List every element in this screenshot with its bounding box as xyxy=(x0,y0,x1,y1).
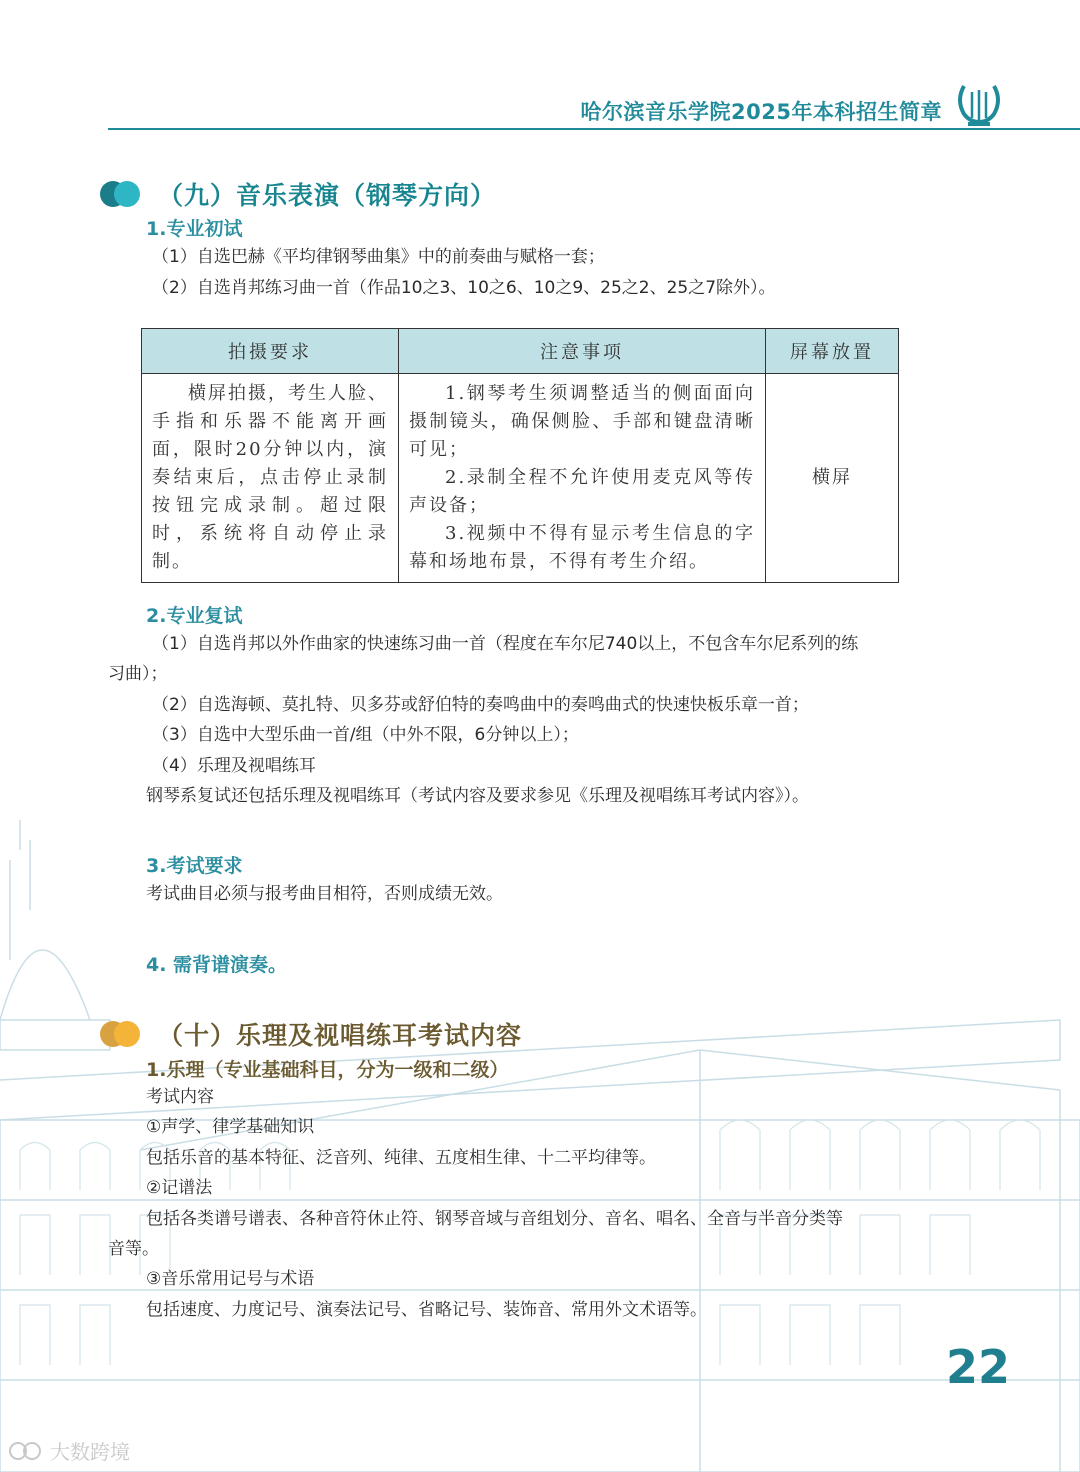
brand-icon xyxy=(8,1440,44,1462)
reexam-item-2: （2）自选海顿、莫扎特、贝多芬或舒伯特的奏鸣曲中的奏鸣曲式的快速快板乐章一首； xyxy=(152,695,809,715)
note-item: 1.钢琴考生须调整适当的侧面面向摄制镜头，确保侧脸、手部和键盘清晰可见； xyxy=(409,383,755,460)
reexam-item-3: （3）自选中大型乐曲一首/组（中外不限，6分钟以上）； xyxy=(152,725,579,745)
reexam-item-4: （4）乐理及视唱练耳 xyxy=(152,756,316,776)
reexam-note: 钢琴系复试还包括乐理及视唱练耳（考试内容及要求参见《乐理及视唱练耳考试内容》）。 xyxy=(146,786,809,806)
section-bullet-dots xyxy=(100,1021,144,1047)
theory-topic-c-title: ③音乐常用记号与术语 xyxy=(146,1269,315,1289)
watermark-text: 大数跨境 xyxy=(50,1440,130,1464)
reexam-item-1: （1）自选肖邦以外作曲家的快速练习曲一首（程度在车尔尼740以上，不包含车尔尼系列的练 xyxy=(152,634,859,654)
theory-topic-c-text: 包括速度、力度记号、演奏法记号、省略记号、装饰音、常用外文术语等。 xyxy=(146,1300,707,1320)
page-number: 22 xyxy=(946,1340,1011,1394)
section-9-title: （九）音乐表演（钢琴方向） xyxy=(158,181,497,210)
subheading-reexam: 2.专业复试 xyxy=(146,605,243,627)
subheading-preliminary: 1.专业初试 xyxy=(146,218,243,240)
theory-topic-a-text: 包括乐音的基本特征、泛音列、纯律、五度相生律、十二平均律等。 xyxy=(146,1148,656,1168)
reexam-item-1-continued: 习曲）； xyxy=(108,664,168,684)
table-header-row xyxy=(142,329,899,374)
note-item: 2.录制全程不允许使用麦克风等传声设备； xyxy=(409,467,755,516)
section-10-heading xyxy=(100,1016,522,1052)
table-row xyxy=(142,374,899,583)
header-title: 哈尔滨音乐学院2025年本科招生简章 xyxy=(580,100,942,124)
table-header-screen: 屏幕放置 xyxy=(766,329,899,374)
preliminary-item-2: （2）自选肖邦练习曲一首（作品10之3、10之6、10之9、25之2、25之7除外）。 xyxy=(152,278,776,298)
shooting-requirement-text: 横屏拍摄，考生人脸、手指和乐器不能离开画面，限时20分钟以内，演奏结束后，点击停止录制按钮完成录制。超过限时，系统将自动停止录制。 xyxy=(152,383,388,572)
table-cell-notes xyxy=(399,374,766,583)
section-9-heading xyxy=(100,176,496,212)
lyre-icon xyxy=(954,80,1004,130)
theory-topic-b-text: 包括各类谱号谱表、各种音符休止符、钢琴音域与音组划分、音名、唱名、全音与半音分类等 xyxy=(146,1209,843,1229)
table-header-notes: 注意事项 xyxy=(399,329,766,374)
theory-topic-b-text-continued: 音等。 xyxy=(108,1239,159,1259)
watermark xyxy=(8,1436,130,1465)
section-bullet-dots xyxy=(100,181,144,207)
subheading-music-theory: 1.乐理（专业基础科目，分为一级和二级） xyxy=(146,1059,509,1081)
preliminary-item-1: （1）自选巴赫《平均律钢琴曲集》中的前奏曲与赋格一套； xyxy=(152,247,605,267)
subheading-exam-requirements: 3.考试要求 xyxy=(146,855,243,877)
exam-content-label: 考试内容 xyxy=(146,1087,214,1107)
theory-topic-b-title: ②记谱法 xyxy=(146,1178,213,1198)
note-item: 3.视频中不得有显示考生信息的字幕和场地布景，不得有考生介绍。 xyxy=(409,523,755,572)
recording-requirements-table xyxy=(141,328,899,583)
exam-requirements-text: 考试曲目必须与报考曲目相符，否则成绩无效。 xyxy=(146,884,503,904)
table-header-shooting: 拍摄要求 xyxy=(142,329,399,374)
header-divider xyxy=(108,128,1080,130)
subheading-memorize: 4. 需背谱演奏。 xyxy=(146,954,288,976)
building-illustration xyxy=(0,820,1080,1472)
table-cell-screen: 横屏 xyxy=(766,374,899,583)
section-10-title: （十）乐理及视唱练耳考试内容 xyxy=(158,1021,523,1050)
theory-topic-a-title: ①声学、律学基础知识 xyxy=(146,1117,315,1137)
table-cell-shooting xyxy=(142,374,399,583)
